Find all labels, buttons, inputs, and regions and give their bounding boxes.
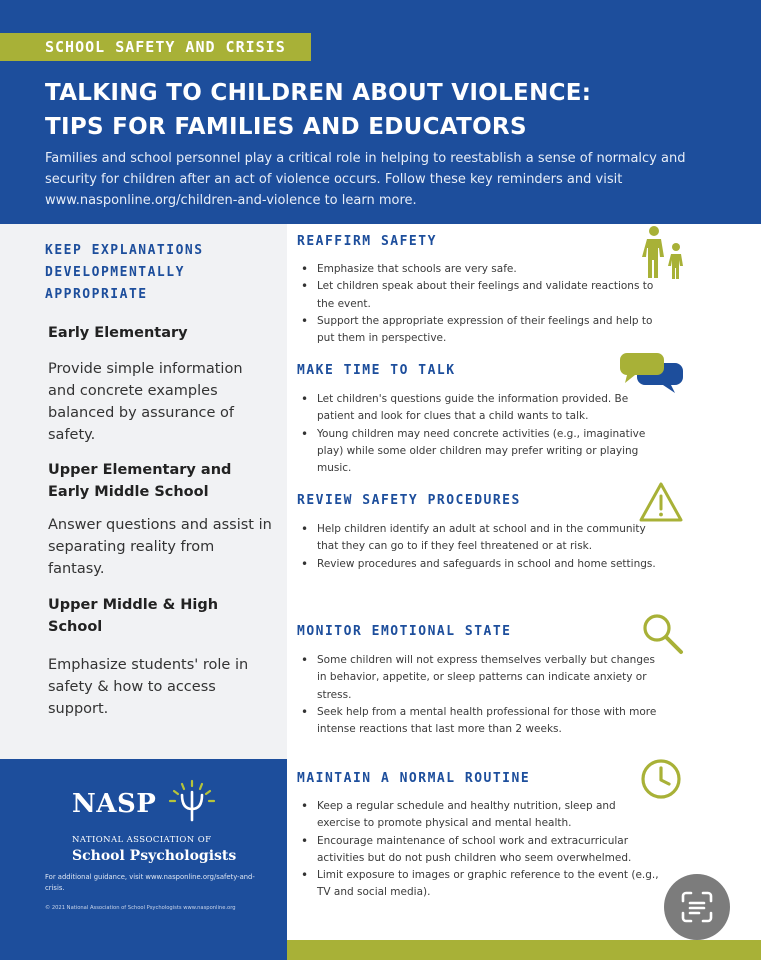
intro-paragraph: Families and school personnel play a critical role in helping to reestablish a sense of normalcy and security for children after an act of violence occurs. Follow these key reminders and visit www.nasponline.org/children-and-violence to learn more. (45, 151, 686, 208)
nasp-footer (0, 759, 287, 960)
section-heading-reaffirm-safety: REAFFIRM SAFETY (297, 234, 437, 249)
org-name-line-1: NATIONAL ASSOCIATION OF (72, 835, 212, 845)
list-item: • Seek help from a mental health professional for those with more intense reactions that last more than 2 weeks. (299, 704, 659, 739)
section-heading-make-time-to-talk: MAKE TIME TO TALK (297, 363, 456, 378)
list-item: • Encourage maintenance of school work and extracurricular activities but do not push children who seem overwhelmed. (299, 833, 659, 868)
chat-bubbles-icon (619, 351, 685, 395)
page-title (45, 76, 745, 144)
scan-text-icon (664, 874, 730, 940)
list-item: • Support the appropriate expression of their feelings and help to put them in perspective. (299, 313, 659, 348)
copyright-text: © 2021 National Association of School Psychologists www.nasponline.org (45, 905, 236, 911)
warning-icon (637, 480, 685, 524)
org-name-line-2: School Psychologists (72, 848, 237, 864)
list-item: • Young children may need concrete activities (e.g., imaginative play) while some older children may prefer writing or playing music. (299, 426, 659, 478)
list-item: • Let children's questions guide the information provided. Be patient and look for clues that a child wants to talk. (299, 391, 659, 426)
clock-icon (639, 757, 683, 801)
age-guidance-heading: KEEP EXPLANATIONS DEVELOPMENTALLY APPROPRIATE (45, 243, 204, 302)
section-bullets (299, 798, 659, 902)
magnifier-icon (639, 610, 687, 658)
section-heading-maintain-a-normal-routine: MAINTAIN A NORMAL ROUTINE (297, 771, 531, 786)
age-group-text: Provide simple information and concrete examples balanced by assurance of safety. (48, 361, 243, 443)
age-guidance-panel (0, 224, 287, 759)
section-heading-review-safety-procedures: REVIEW SAFETY PROCEDURES (297, 493, 521, 508)
category-label: SCHOOL SAFETY AND CRISIS (0, 33, 311, 61)
family-icon (638, 224, 688, 282)
age-group-text: Answer questions and assist in separating reality from fantasy. (48, 517, 272, 577)
section-bullets (299, 652, 659, 738)
scan-text-button[interactable] (664, 874, 730, 940)
page-title-line-1: TALKING TO CHILDREN ABOUT VIOLENCE: (45, 80, 592, 106)
psi-logo-icon (166, 779, 218, 823)
age-group-label: Upper Elementary and Early Middle School (48, 462, 232, 500)
section-bullets (299, 261, 659, 347)
list-item: • Emphasize that schools are very safe. (299, 261, 659, 278)
page-title-line-2: TIPS FOR FAMILIES AND EDUCATORS (45, 114, 527, 140)
tips-column (287, 224, 761, 940)
list-item: • Review procedures and safeguards in school and home settings. (299, 556, 659, 573)
list-item: • Limit exposure to images or graphic reference to the event (e.g., TV and social media). (299, 867, 659, 902)
section-bullets (299, 391, 659, 477)
age-group-label: Upper Middle & High School (48, 597, 219, 635)
header-banner (0, 0, 761, 224)
age-group-text: Emphasize students' role in safety & how to access support. (48, 657, 249, 717)
list-item: • Help children identify an adult at school and in the community that they can go to if they feel threatened or at risk. (299, 521, 659, 556)
list-item: • Keep a regular schedule and healthy nutrition, sleep and exercise to promote physical and mental health. (299, 798, 659, 833)
guidance-link-text: For additional guidance, visit www.nasponline.org/safety-and-crisis. (45, 873, 255, 892)
age-group-label: Early Elementary (48, 325, 188, 341)
list-item: • Some children will not express themselves verbally but changes in behavior, appetite, or sleep patterns can indicate anxiety or stress. (299, 652, 659, 704)
section-heading-monitor-emotional-state: MONITOR EMOTIONAL STATE (297, 624, 512, 639)
nasp-logo-text: NASP (72, 789, 157, 819)
section-bullets (299, 521, 659, 573)
list-item: • Let children speak about their feelings and validate reactions to the event. (299, 278, 659, 313)
bottom-accent-bar (287, 940, 761, 960)
